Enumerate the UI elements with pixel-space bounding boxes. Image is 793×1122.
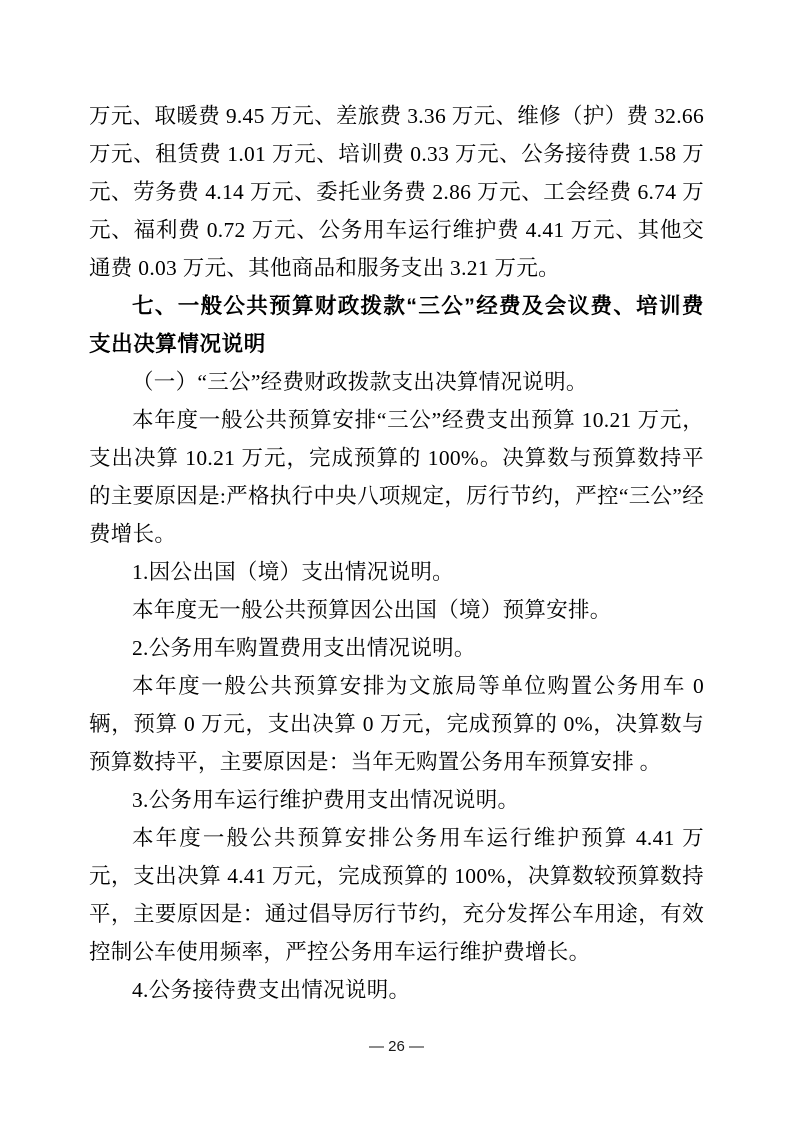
para-expense-breakdown-continued: 万元、取暖费 9.45 万元、差旅费 3.36 万元、维修（护）费 32.66 万元、租赁费 1.01 万元、培训费 0.33 万元、公务接待费 1.58 万元、劳务费 4.14 万元、委托业务费 2.86 万元、工会经费 6.74 万元、福利费 0.72 万元、公务用车运行维护费 4.41 万元、其他交通费 0.03 万元、其他商品和服务支出 3.21 万元。 (89, 104, 704, 280)
item-1-abroad-heading: 1.因公出国（境）支出情况说明。 (132, 560, 454, 584)
page-number: — 26 — (368, 1038, 425, 1055)
para-vehicle-purchase-detail: 本年度一般公共预算安排为文旅局等单位购置公务用车 0 辆，预算 0 万元，支出决算 0 万元，完成预算的 0%，决算数与预算数持平，主要原因是：当年无购置公务用车预算安排 。 (89, 674, 704, 774)
item-4-reception-heading: 4.公务接待费支出情况说明。 (132, 978, 411, 1002)
item-3-vehicle-maintenance-heading: 3.公务用车运行维护费用支出情况说明。 (132, 788, 520, 812)
document-body (89, 97, 704, 1009)
para-sangong-budget-summary: 本年度一般公共预算安排“三公”经费支出预算 10.21 万元，支出决算 10.21 万元，完成预算的 100%。决算数与预算数持平的主要原因是:严格执行中央八项规定，厉行节约，严控“三公”经费增长。 (89, 408, 704, 546)
heading-section-7: 七、一般公共预算财政拨款“三公”经费及会议费、培训费支出决算情况说明 (89, 294, 704, 356)
subheading-sangong-overview: （一）“三公”经费财政拨款支出决算情况说明。 (132, 370, 588, 394)
para-vehicle-maintenance-detail: 本年度一般公共预算安排公务用车运行维护预算 4.41 万元，支出决算 4.41 万元，完成预算的 100%，决算数较预算数持平，主要原因是：通过倡导厉行节约，充分发挥公车用途，有效控制公车使用频率，严控公务用车运行维护费增长。 (89, 826, 704, 964)
item-2-vehicle-purchase-heading: 2.公务用车购置费用支出情况说明。 (132, 636, 476, 660)
para-abroad-detail: 本年度无一般公共预算因公出国（境）预算安排。 (132, 598, 612, 622)
